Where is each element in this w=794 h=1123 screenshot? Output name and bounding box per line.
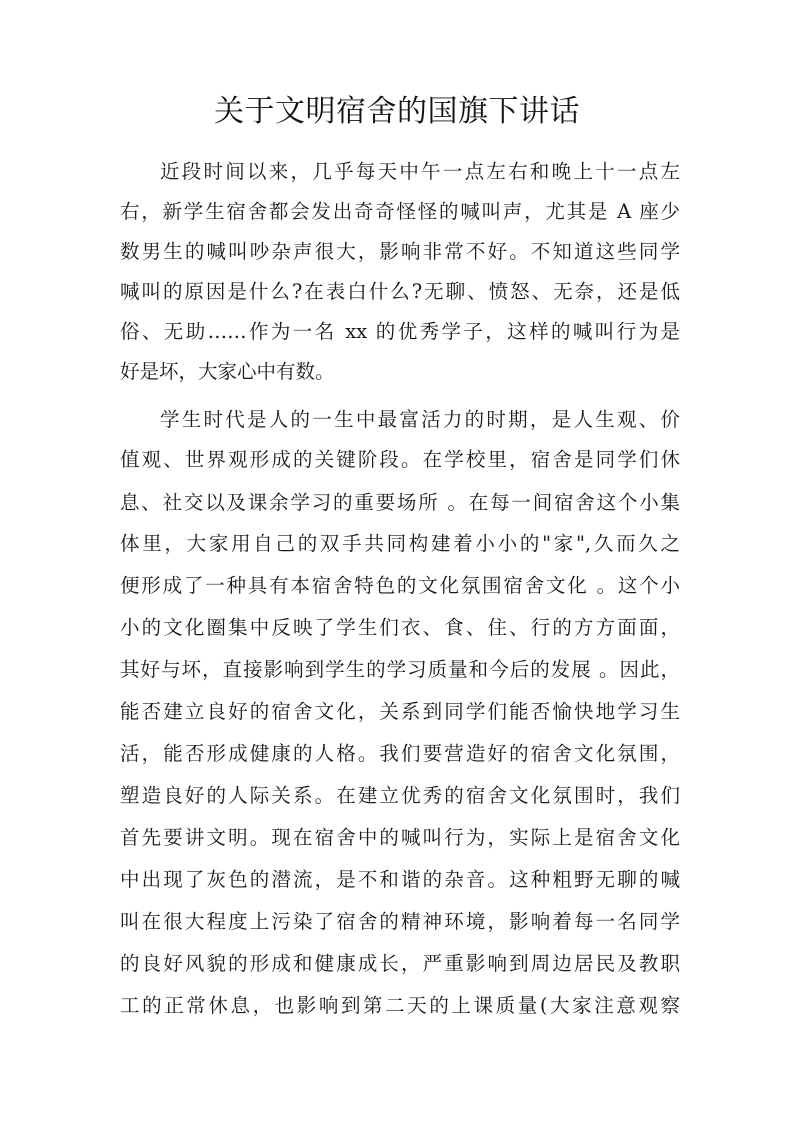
paragraph-2-line-4: 体里，大家用自己的双手共同构建着小小的"家",久而久之 [120, 532, 680, 555]
paragraph-2-line-6: 小的文化圈集中反映了学生们衣、食、住、行的方方面面， [120, 616, 680, 639]
paragraph-2-line-1: 学生时代是人的一生中最富活力的时期，是人生观、价 [160, 408, 680, 431]
paragraph-2-line-11: 首先要讲文明。现在宿舍中的喊叫行为，实际上是宿舍文化 [120, 826, 680, 849]
paragraph-2-line-2: 值观、世界观形成的关键阶段。在学校里，宿舍是同学们休 [120, 448, 680, 471]
paragraph-1-line-5: 俗、无助……作为一名 xx 的优秀学子，这样的喊叫行为是 [120, 320, 680, 343]
paragraph-2-line-10: 塑造良好的人际关系。在建立优秀的宿舍文化氛围时，我们 [120, 784, 680, 807]
paragraph-2-line-9: 活，能否形成健康的人格。我们要营造好的宿舍文化氛围， [120, 742, 680, 765]
paragraph-2-line-7: 其好与坏，直接影响到学生的学习质量和今后的发展 。因此， [120, 658, 680, 681]
paragraph-1-line-2: 右，新学生宿舍都会发出奇奇怪怪的喊叫声，尤其是 A 座少 [120, 200, 680, 223]
document-title: 关于文明宿舍的国旗下讲话 [214, 94, 580, 129]
paragraph-1-line-4: 喊叫的原因是什么?在表白什么?无聊、愤怒、无奈，还是低 [120, 280, 680, 303]
paragraph-1-line-6: 好是坏，大家心中有数。 [120, 360, 335, 383]
paragraph-2-line-3: 息、社交以及课余学习的重要场所 。在每一间宿舍这个小集 [120, 491, 680, 514]
paragraph-2-line-15: 工的正常休息，也影响到第二天的上课质量(大家注意观察 [120, 994, 680, 1017]
paragraph-2-line-14: 的良好风貌的形成和健康成长，严重影响到周边居民及教职 [120, 952, 680, 975]
paragraph-2-line-13: 叫在很大程度上污染了宿舍的精神环境，影响着每一名同学 [120, 910, 680, 933]
paragraph-1-line-3: 数男生的喊叫吵杂声很大，影响非常不好。不知道这些同学 [120, 240, 680, 263]
paragraph-2-line-12: 中出现了灰色的潜流，是不和谐的杂音。这种粗野无聊的喊 [120, 868, 680, 891]
paragraph-2-line-8: 能否建立良好的宿舍文化，关系到同学们能否愉快地学习生 [120, 700, 680, 723]
paragraph-2-line-5: 便形成了一种具有本宿舍特色的文化氛围宿舍文化 。这个小 [120, 574, 680, 597]
paragraph-1-line-1: 近段时间以来，几乎每天中午一点左右和晚上十一点左 [160, 160, 680, 183]
